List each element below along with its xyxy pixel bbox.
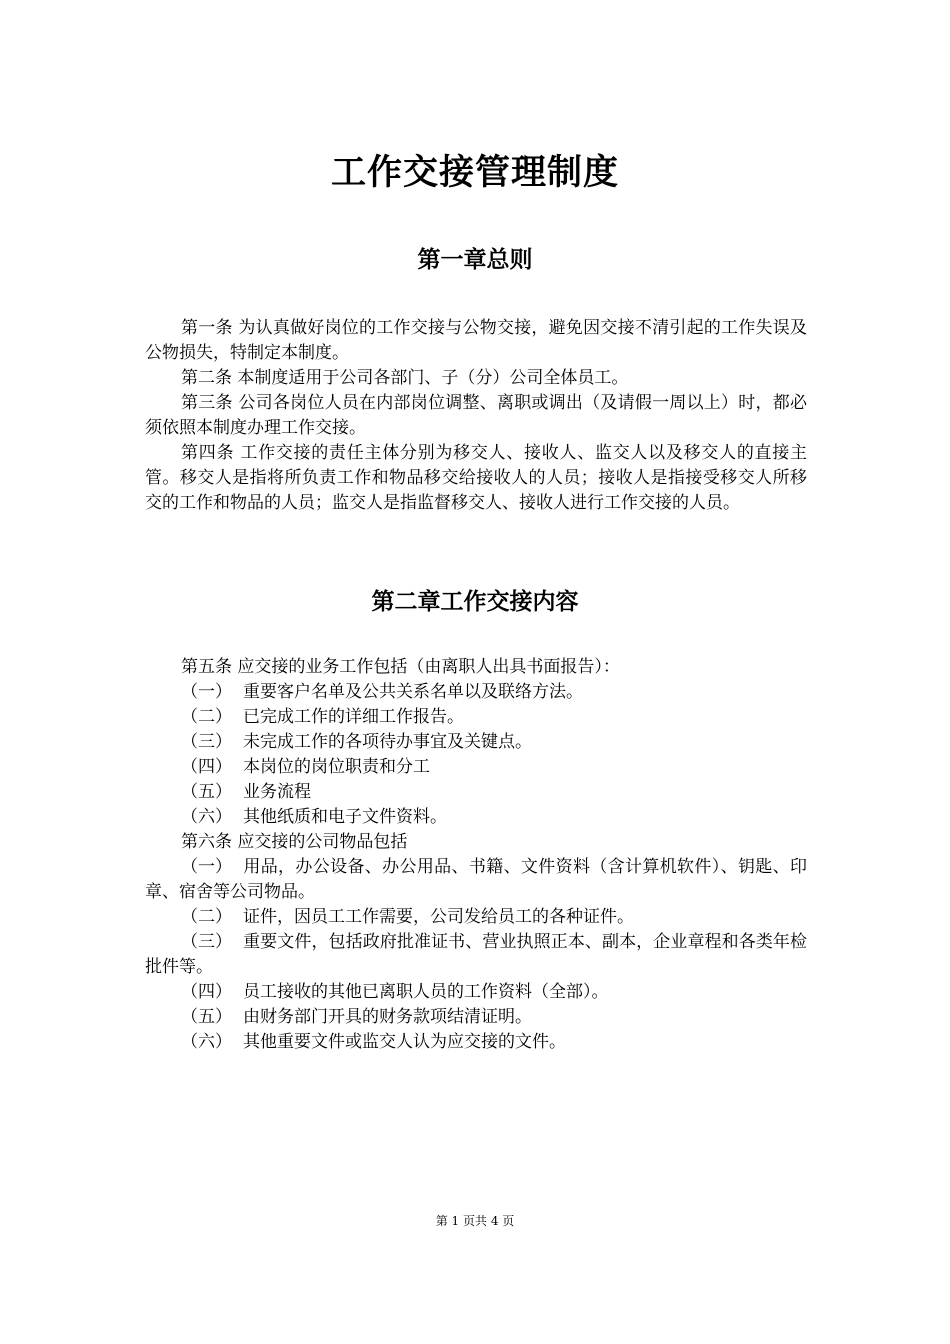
item-marker: （一） — [181, 682, 232, 702]
list-item — [145, 855, 807, 905]
chapter-1-body — [145, 316, 807, 516]
list-item — [145, 705, 807, 730]
item-text: 其他纸质和电子文件资料。 — [243, 807, 447, 827]
article-6-label: 第六条 — [181, 832, 232, 852]
article-1 — [145, 316, 807, 366]
item-text: 本岗位的岗位职责和分工 — [243, 757, 430, 777]
item-text: 重要客户名单及公共关系名单以及联络方法。 — [243, 682, 583, 702]
article-6 — [145, 830, 807, 855]
item-text: 已完成工作的详细工作报告。 — [243, 707, 464, 727]
article-4-text: 工作交接的责任主体分别为移交人、接收人、监交人以及移交人的直接主管。移交人是指将所负责工作和物品移交给接收人的人员；接收人是指接受移交人所移交的工作和物品的人员；监交人是指监督移交人、接收人进行工作交接的人员。 — [145, 443, 808, 513]
article-2-text: 本制度适用于公司各部门、子（分）公司全体员工。 — [237, 368, 629, 388]
list-item — [145, 680, 807, 705]
item-text: 其他重要文件或监交人认为应交接的文件。 — [243, 1032, 566, 1052]
item-text: 由财务部门开具的财务款项结清证明。 — [243, 1007, 532, 1027]
list-item — [145, 780, 807, 805]
item-text: 业务流程 — [243, 782, 311, 802]
item-marker: （二） — [181, 707, 232, 727]
article-3 — [145, 391, 807, 441]
list-item — [145, 805, 807, 830]
article-5-label: 第五条 — [181, 657, 232, 677]
article-2-label: 第二条 — [181, 368, 232, 388]
list-item — [145, 755, 807, 780]
article-5-text: 应交接的业务工作包括（由离职人出具书面报告）： — [237, 657, 620, 677]
item-text: 重要文件，包括政府批准证书、营业执照正本、副本，企业章程和各类年检批件等。 — [145, 932, 807, 977]
document-title: 工作交接管理制度 — [330, 153, 619, 193]
article-4 — [145, 441, 807, 516]
item-marker: （五） — [181, 782, 232, 802]
item-text: 用品，办公设备、办公用品、书籍、文件资料（含计算机软件）、钥匙、印章、宿舍等公司物品。 — [145, 857, 807, 902]
article-3-text: 公司各岗位人员在内部岗位调整、离职或调出（及请假一周以上）时，都必须依照本制度办理工作交接。 — [145, 393, 808, 438]
list-item — [145, 1005, 807, 1030]
article-1-text: 为认真做好岗位的工作交接与公物交接，避免因交接不清引起的工作失误及公物损失，特制定本制度。 — [145, 318, 808, 363]
article-1-label: 第一条 — [181, 318, 233, 338]
article-6-text: 应交接的公司物品包括 — [237, 832, 408, 852]
item-marker: （四） — [181, 982, 232, 1002]
item-marker: （二） — [181, 907, 232, 927]
item-text: 未完成工作的各项待办事宜及关键点。 — [243, 732, 532, 752]
chapter-2-title: 第二章工作交接内容 — [371, 589, 579, 615]
item-marker: （六） — [181, 807, 232, 827]
article-2 — [145, 366, 807, 391]
item-marker: （三） — [181, 732, 232, 752]
article-4-label: 第四条 — [181, 443, 235, 463]
chapter-1-title: 第一章总则 — [417, 247, 533, 273]
list-item — [145, 930, 807, 980]
list-item — [145, 1030, 807, 1055]
article-5 — [145, 655, 807, 680]
item-marker: （五） — [181, 1007, 232, 1027]
list-item — [145, 980, 807, 1005]
list-item — [145, 905, 807, 930]
item-text: 证件，因员工工作需要，公司发给员工的各种证件。 — [243, 907, 634, 927]
item-text: 员工接收的其他已离职人员的工作资料（全部）。 — [243, 982, 609, 1002]
page-footer: 第 1 页共 4 页 — [435, 1214, 515, 1228]
article-3-label: 第三条 — [181, 393, 233, 413]
item-marker: （一） — [181, 857, 232, 877]
list-item — [145, 730, 807, 755]
item-marker: （三） — [181, 932, 232, 952]
chapter-2-body — [145, 655, 807, 1055]
item-marker: （四） — [181, 757, 232, 777]
item-marker: （六） — [181, 1032, 232, 1052]
